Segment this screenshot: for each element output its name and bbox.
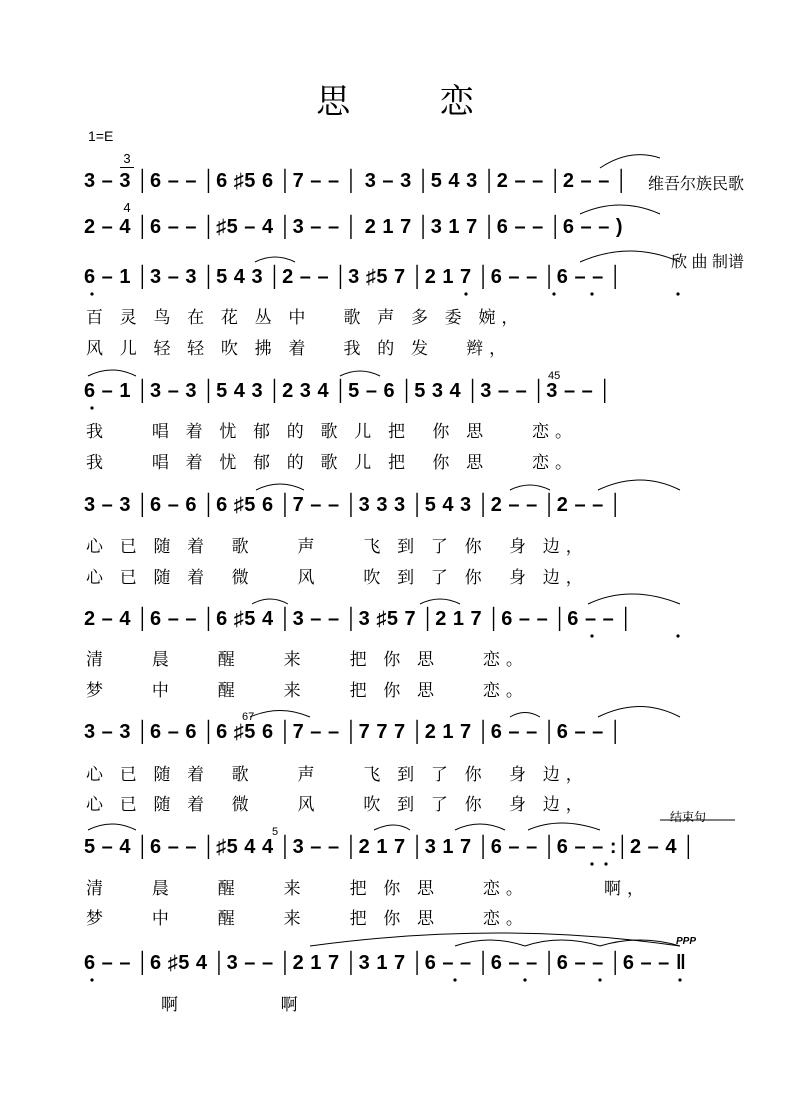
slur: [600, 155, 660, 168]
transcriber-label: 欣 曲 制谱: [671, 254, 744, 271]
music-line-9: 6 – – │6 ♯5 4 │3 – – │2 1 7 │3 1 7 │6 – – │6 – – │6 – – │6 – – ‖: [84, 952, 687, 974]
music-line-1: 3 – 3 │6 – – │6 ♯5 6 │7 – – │ 3 – 3 │5 4 3 │2 – – │2 – – │: [84, 170, 629, 192]
low-octave-dot: [598, 978, 601, 981]
lyric-line-4b: 我 唱 着 忧 郁 的 歌 儿 把 你 思 恋。: [86, 453, 579, 472]
slur: [256, 484, 304, 490]
low-octave-dot: [678, 978, 681, 981]
slur: [580, 251, 680, 262]
low-octave-dot: [464, 292, 467, 295]
lyric-line-8b: 梦 中 醒 来 把 你 思 恋。: [86, 909, 529, 928]
grace-note-mark-2: 67: [242, 711, 255, 723]
slur: [598, 480, 680, 490]
slur: [88, 824, 136, 830]
slur: [340, 371, 380, 376]
low-octave-dot: [90, 292, 93, 295]
slur: [528, 823, 600, 830]
low-octave-dot: [90, 978, 93, 981]
low-octave-dot: [590, 634, 593, 637]
lyric-line-6a: 清 晨 醒 来 把 你 思 恋。: [86, 650, 529, 669]
lyric-line-4a: 我 唱 着 忧 郁 的 歌 儿 把 你 思 恋。: [86, 422, 579, 441]
lyric-line-6b: 梦 中 醒 来 把 你 思 恋。: [86, 681, 529, 700]
low-octave-dot: [90, 406, 93, 409]
lyric-line-3b: 风 儿 轻 轻 吹 拂 着 我 的 发 辫，: [86, 339, 513, 358]
ending-label: 结束句: [670, 810, 707, 824]
low-octave-dot: [676, 292, 679, 295]
lyric-line-7b: 心 已 随 着 微 风 吹 到 了 你 身 边，: [86, 795, 589, 814]
low-octave-dot: [523, 978, 526, 981]
music-line-4: 6 – 1 │3 – 3 │5 4 3 │2 3 4 │5 – 6 │5 3 4 │3 – – │3 – – │: [84, 380, 613, 402]
low-octave-dot: [604, 862, 607, 865]
slur: [310, 933, 680, 946]
key-signature: 1=E: [88, 128, 114, 144]
source-label: 维吾尔族民歌: [647, 176, 744, 193]
music-line-8: 5 – 4 │6 – – │♯5 4 4 │3 – – │2 1 7 │3 1 7 │6 – – │6 – – :│2 – 4 │: [84, 836, 697, 858]
slur: [250, 711, 310, 718]
slur: [455, 824, 505, 830]
slur: [455, 940, 525, 946]
slur: [598, 707, 680, 718]
low-octave-dot: [552, 292, 555, 295]
time-signature-denominator: 4: [123, 200, 131, 215]
low-octave-dot: [590, 292, 593, 295]
lyric-line-9: 啊 啊: [86, 995, 304, 1014]
slur: [510, 713, 540, 718]
music-line-6: 2 – 4 │6 – – │6 ♯5 4 │3 – – │3 ♯5 7 │2 1 7 │6 – – │6 – – │: [84, 608, 634, 630]
page-title: 思 恋: [316, 83, 514, 121]
slur: [420, 599, 460, 604]
lyric-line-5b: 心 已 随 着 微 风 吹 到 了 你 身 边，: [86, 568, 589, 587]
time-signature-numerator: 3: [120, 151, 134, 168]
grace-note-mark-3: 5: [272, 826, 279, 838]
grace-note-mark-1: 45: [548, 370, 561, 382]
slur: [588, 594, 680, 604]
lyric-line-5a: 心 已 随 着 歌 声 飞 到 了 你 身 边，: [86, 537, 589, 556]
dynamic-marking: PPP: [676, 936, 697, 947]
slur: [252, 599, 288, 604]
low-octave-dot: [676, 634, 679, 637]
slur: [525, 940, 600, 946]
lyric-line-8a: 清 晨 醒 来 把 你 思 恋。 啊，: [86, 879, 650, 898]
lyric-line-7a: 心 已 随 着 歌 声 飞 到 了 你 身 边，: [86, 765, 589, 784]
slur: [510, 485, 550, 490]
music-line-2: 2 – 4 │6 – – │♯5 – 4 │3 – – │ 2 1 7 │3 1 7 │6 – – │6 – – ): [84, 216, 624, 238]
slur: [255, 257, 295, 262]
slur: [88, 370, 136, 376]
low-octave-dot: [590, 862, 593, 865]
music-line-3: 6 – 1 │3 – 3 │5 4 3 │2 – – │3 ♯5 7 │2 1 7 │6 – – │6 – – │: [84, 266, 623, 288]
music-line-5: 3 – 3 │6 – 6 │6 ♯5 6 │7 – – │3 3 3 │5 4 3 │2 – – │2 – – │: [84, 494, 623, 516]
music-line-7: 3 – 3 │6 – 6 │6 ♯5 6 │7 – – │7 7 7 │2 1 7 │6 – – │6 – – │: [84, 721, 623, 743]
low-octave-dot: [453, 978, 456, 981]
lyric-line-3a: 百 灵 鸟 在 花 丛 中 歌 声 多 委 婉，: [86, 308, 525, 327]
slur: [374, 825, 410, 830]
slur: [580, 205, 660, 214]
